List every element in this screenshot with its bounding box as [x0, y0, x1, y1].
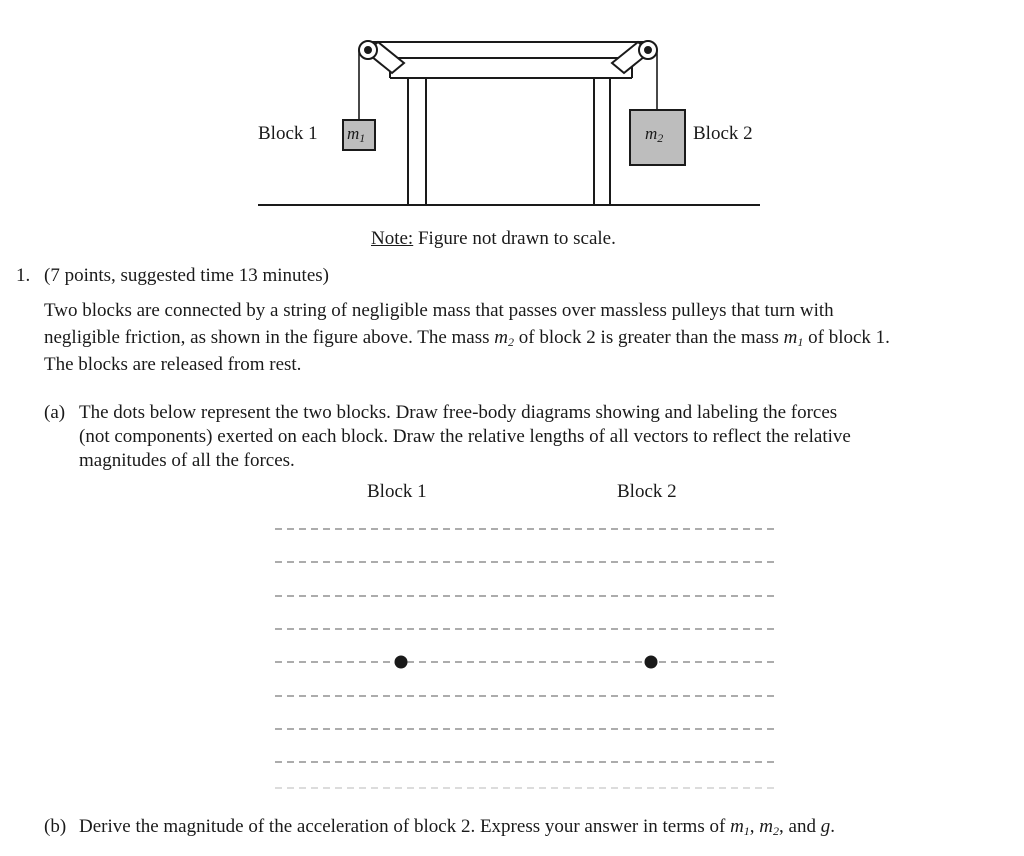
block1-label: Block 1 [258, 123, 318, 144]
fbd-block1-label: Block 1 [367, 481, 427, 502]
part-a-label: (a) [44, 402, 66, 423]
block2-dot [645, 656, 658, 669]
part-b-text: Derive the magnitude of the acceleration of block 2. Express your answer in terms of $m_1$, $m_2$, and g. [79, 816, 835, 838]
dashed-guide-lines [275, 529, 778, 762]
intro-line-3: The blocks are released from rest. [44, 354, 302, 375]
part-a-line-3: magnitudes of all the forces. [79, 450, 295, 471]
block1-dot [395, 656, 408, 669]
m2-symbol: $m_2$ [494, 327, 515, 349]
question-header: (7 points, suggested time 13 minutes) [44, 265, 329, 286]
question-number: 1. [16, 265, 31, 286]
figure-note: Note: Figure not drawn to scale. [371, 228, 616, 249]
block2-mass-label: $m_2$ [645, 124, 664, 145]
intro-line-1: Two blocks are connected by a string of negligible mass that passes over massless pulleys that turn with [44, 300, 834, 321]
part-a-line-1: The dots below represent the two blocks. Draw free-body diagrams showing and labeling the forces [79, 402, 838, 423]
fbd-block2-label: Block 2 [617, 481, 677, 502]
free-body-diagram-area[interactable] [0, 510, 1024, 790]
left-pulley [359, 41, 404, 73]
pulley-figure [0, 0, 1024, 220]
block1-mass-label: $m_1$ [347, 124, 366, 145]
part-a-line-2: (not components) exerted on each block. Draw the relative lengths of all vectors to reflect the relative [79, 426, 851, 447]
part-b-label: (b) [44, 816, 67, 837]
intro-line-2: negligible friction, as shown in the figure above. The mass $m_2$ of block 2 is greater than the mass $m_1$ of block 1. [44, 327, 890, 349]
right-pulley [612, 41, 657, 73]
m1-symbol: $m_1$ [783, 327, 804, 349]
table-frame [370, 42, 648, 204]
block2-label: Block 2 [693, 123, 753, 144]
